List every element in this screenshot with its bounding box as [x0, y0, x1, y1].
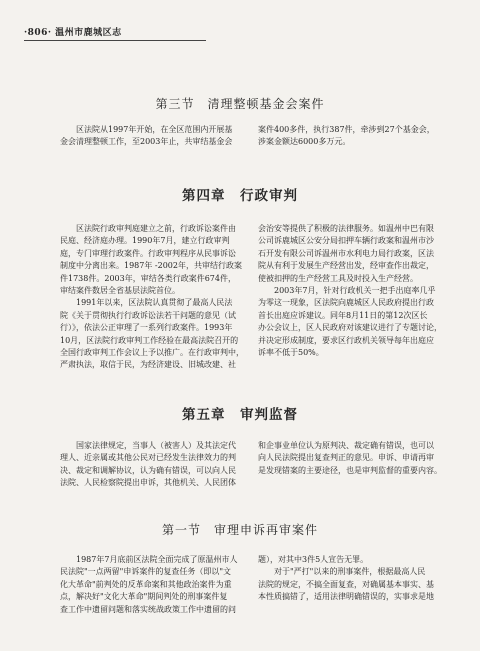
text-line: 审结案件数居全省基层法院首位。 [60, 286, 180, 296]
text-line: 件1738件。2003年，审结各类行政案件674件， [60, 273, 236, 283]
text-line: 金会清理整顿工作，至2003年止，共审结基金会 [60, 137, 233, 147]
text-line: 院《关于贯彻执行行政诉讼法若干问题的意见（试 [60, 310, 236, 320]
text-line: 行）》，依法公正审理了一系列行政案件。1993年 [60, 323, 233, 333]
text-line: 制度中分离出来。1987年 -2002年，共审结行政案 [60, 261, 242, 271]
text-line: 庭，专门审理行政案件。行政审判程序从民事诉讼 [60, 248, 236, 258]
section-appeal-left-column [60, 554, 248, 616]
text-line: 诉率不低于50%。 [258, 348, 324, 358]
text-line: 查工作中遗留问题和落实统战政策工作中遗留的问 [60, 604, 236, 614]
text-line: 首长出庭应诉建议。同年8月11日的第12次区长 [258, 310, 428, 320]
text-line: 本性质搞错了，适用法律明确错误的，实事求是地 [258, 592, 434, 602]
text-line: 院从有利于发展生产经营出发，经审查作出裁定， [258, 261, 434, 271]
chapter4-left-column [60, 223, 248, 372]
text-line: 国家法律规定，当事人（被害人）及其法定代 [76, 441, 236, 450]
text-line: 法院、人民检察院提出申诉，其他机关、人民团体 [60, 478, 236, 488]
chapter-title-administrative-trial: 第四章 行政审判 [182, 188, 298, 204]
text-line: 为零这一现象，区法院向鹿城区人民政府提出行政 [258, 298, 434, 308]
text-line: 理人、近亲属或其他公民对已经发生法律效力的判 [60, 453, 236, 463]
text-line: 会治安等提供了积极的法律服务。如温州中巴有限 [258, 224, 434, 233]
text-line: 民法院"一点两留"申诉案件的复查任务（即以"文 [60, 567, 232, 577]
text-line: 和企事业单位认为原判决、裁定确有错误，也可以 [258, 441, 434, 450]
text-line: 民庭、经济庭办理。1990年7月，建立行政审判 [60, 236, 230, 246]
text-line: 使被扣押的生产经营工具及时投入生产经营。 [258, 273, 418, 283]
chapter4-right-column [258, 223, 448, 359]
text-line: 是发现错案的主要途径，也是审判监督的重要内容。 [258, 465, 442, 475]
text-line: 区法院行政审判庭建立之前，行政诉讼案件由 [76, 224, 236, 233]
text-line: 全国行政审判工作会议上予以推广。在行政审判中， [60, 348, 244, 358]
text-line: 向人民法院提出复查判正的意见。申诉、申请再审 [258, 453, 434, 463]
text-line: 公司诉鹿城区公安分局扣押车辆行政案和温州市沙 [258, 236, 434, 246]
text-line: 并决定形成制度，要求区行政机关领导每年出庭应 [258, 335, 434, 345]
text-line: 区法院从1997年开始，在全区范围内开展基 [76, 125, 233, 134]
text-line: 题），对其中3件5人宣告无罪。 [258, 555, 369, 564]
running-header: ·806· 温州市鹿城区志 [24, 28, 122, 38]
section-appeal-right-column [258, 554, 448, 604]
section-fund-left-column [60, 124, 248, 149]
text-line: 化大革命"前判处的反革命案和其他政治案件为重 [60, 579, 232, 589]
text-line: 严肃执法，取信于民，为经济建设、旧城改建、社 [60, 360, 236, 370]
chapter5-left-column [60, 440, 248, 490]
text-line: 1987年7月底前区法院全面完成了原温州市人 [76, 555, 238, 564]
chapter5-right-column [258, 440, 448, 477]
text-line: 法院的规定，不搞全面复查，对确属基本事实、基 [258, 579, 434, 589]
header-rule [24, 40, 206, 41]
text-line: 石开发有限公司诉温州市水利电力局行政案，区法 [258, 248, 434, 258]
text-line: 2003年7月，针对行政机关一把手出庭率几乎 [274, 286, 436, 296]
text-line: 1991年以来，区法院认真贯彻了最高人民法 [76, 298, 233, 308]
text-line: 决、裁定和调解协议，认为确有错误，可以向人民 [60, 465, 236, 475]
text-line: 点，解决好"文化大革命"期间判处的刑事案件复 [60, 592, 228, 602]
text-line: 案件400多件，执行387件，牵涉到27个基金会， [258, 125, 435, 134]
text-line: 办公会议上，区人民政府对该建议进行了专题讨论， [258, 323, 442, 333]
section-title-appeal-retrial: 第一节 审理申诉再审案件 [161, 523, 318, 537]
text-line: 涉案金额达6000多万元。 [258, 137, 351, 147]
text-line: 对于"严打"以来的刑事案件，根据最高人民 [274, 567, 426, 577]
section-fund-right-column [258, 124, 448, 149]
chapter-title-trial-supervision: 第五章 审判监督 [182, 407, 298, 423]
text-line: 10月，区法院行政审判工作经验在最高法院召开的 [60, 335, 239, 345]
section-title-fund-cases: 第三节 清理整顿基金会案件 [155, 97, 325, 111]
